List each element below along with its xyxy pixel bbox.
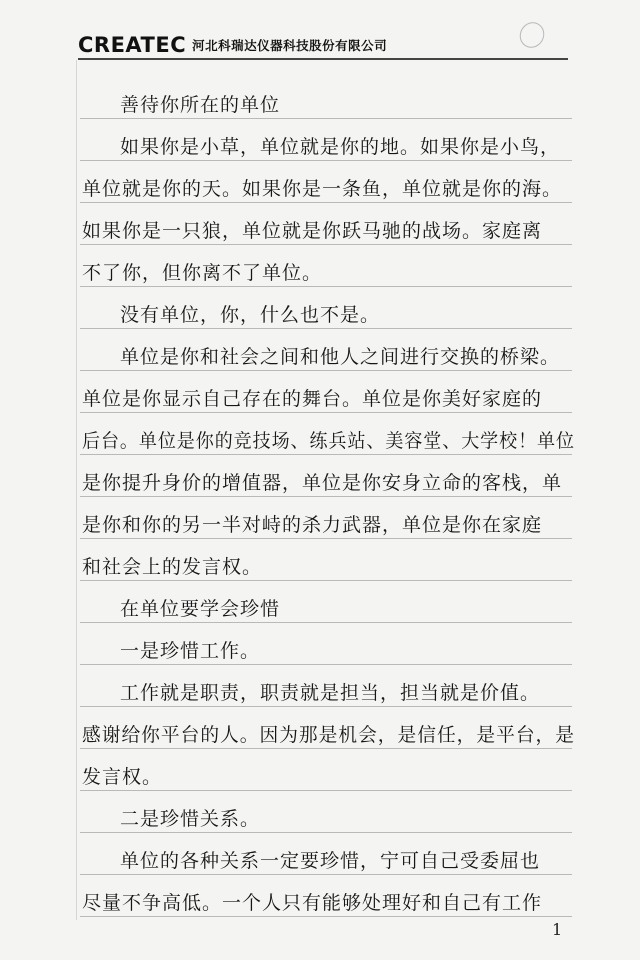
text-line: 不了你，但你离不了单位。 (82, 262, 323, 284)
letterhead (78, 30, 387, 60)
page-number: 1 (552, 920, 563, 939)
text-line: 和社会上的发言权。 (82, 556, 263, 578)
company-logo: CREATEC (78, 33, 187, 57)
ruled-line (80, 454, 572, 455)
ruled-line (80, 202, 572, 203)
text-line: 是你和你的另一半对峙的杀力武器，单位是你在家庭 (82, 514, 543, 536)
faint-stamp-mark (515, 18, 549, 53)
subsection-heading: 一是珍惜工作。 (120, 640, 261, 662)
ruled-line (80, 286, 572, 287)
ruled-line (80, 244, 572, 245)
subsection-heading: 二是珍惜关系。 (120, 808, 261, 830)
text-line: 工作就是职责，职责就是担当，担当就是价值。 (120, 682, 541, 704)
text-line: 单位的各种关系一定要珍惜，宁可自己受委屈也 (120, 850, 541, 872)
ruled-line (80, 706, 572, 707)
text-line: 单位是你和社会之间和他人之间进行交换的桥梁。 (120, 346, 561, 368)
text-line: 感谢给你平台的人。因为那是机会，是信任，是平台，是 (82, 724, 576, 746)
ruled-line (80, 538, 572, 539)
ruled-line (80, 664, 572, 665)
letterhead-rule (78, 58, 568, 60)
ruled-line (80, 496, 572, 497)
ruled-line (80, 370, 572, 371)
text-line: 如果你是一只狼，单位就是你跃马驰的战场。家庭离 (82, 220, 543, 242)
text-line: 单位就是你的天。如果你是一条鱼，单位就是你的海。 (82, 178, 563, 200)
ruled-line (80, 916, 572, 917)
ruled-line (80, 580, 572, 581)
text-line: 单位是你显示自己存在的舞台。单位是你美好家庭的 (82, 388, 543, 410)
text-line: 尽量不争高低。一个人只有能够处理好和自己有工作 (82, 892, 543, 914)
section-heading: 在单位要学会珍惜 (120, 598, 281, 620)
ruled-line (80, 412, 572, 413)
text-line: 没有单位，你，什么也不是。 (120, 304, 381, 326)
ruled-line (80, 832, 572, 833)
ruled-line (80, 874, 572, 875)
text-line: 如果你是小草，单位就是你的地。如果你是小鸟， (120, 136, 561, 158)
essay-title: 善待你所在的单位 (120, 94, 281, 116)
ruled-line (80, 790, 572, 791)
company-name: 河北科瑞达仪器科技股份有限公司 (192, 38, 388, 53)
ruled-line (80, 118, 572, 119)
text-line: 发言权。 (82, 766, 163, 788)
ruled-line (80, 622, 572, 623)
ruled-line (80, 748, 572, 749)
ruled-line (80, 328, 572, 329)
text-line: 后台。单位是你的竞技场、练兵站、美容堂、大学校！单位 (82, 430, 575, 452)
margin-line (76, 60, 77, 920)
text-line: 是你提升身价的增值器，单位是你安身立命的客栈，单 (82, 472, 563, 494)
ruled-line (80, 160, 572, 161)
